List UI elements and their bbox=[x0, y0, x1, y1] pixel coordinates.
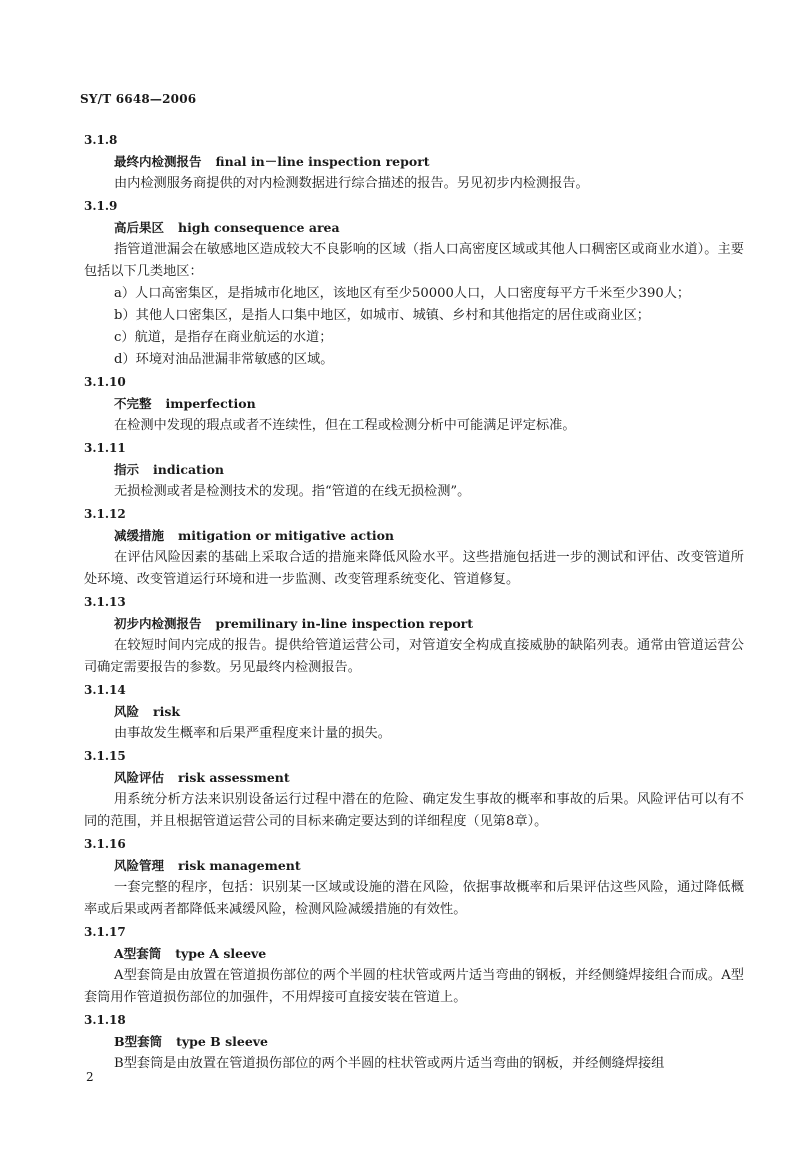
list-item: c）航道，是指存在商业航运的水道； bbox=[114, 330, 333, 345]
list-item: a）人口高密集区，是指城市化地区，该地区有至少50000人口，人口密度每平方千米至少390人； bbox=[114, 286, 691, 301]
term-chinese: 最终内检测报告 bbox=[114, 154, 202, 169]
term-chinese: 风险管理 bbox=[114, 858, 165, 873]
term-chinese: A型套筒 bbox=[114, 946, 162, 961]
definitions-section bbox=[84, 129, 744, 1075]
term-heading bbox=[114, 525, 744, 547]
term-chinese: 不完整 bbox=[114, 396, 152, 411]
term-english: premilinary in-line inspection report bbox=[215, 616, 474, 631]
term-chinese: 风险 bbox=[114, 704, 140, 719]
term-english: imperfection bbox=[165, 396, 256, 411]
clause-number: 3.1.17 bbox=[84, 925, 126, 939]
definition-text: 一套完整的程序，包括：识别某一区域或设施的潜在风险，依据事故概率和后果评估这些风险，通过降低概率或后果或两者都降低来减缓风险，检测风险减缓措施的有效性。 bbox=[84, 880, 744, 917]
definition-text: B型套筒是由放置在管道损伤部位的两个半圆的柱状管或两片适当弯曲的钢板，并经侧缝焊接组 bbox=[114, 1056, 665, 1071]
definition-entry bbox=[84, 503, 744, 591]
standard-code-header: SY/T 6648—2006 bbox=[80, 92, 197, 106]
clause-number: 3.1.14 bbox=[84, 683, 126, 697]
definition-entry bbox=[84, 195, 744, 371]
clause-number: 3.1.11 bbox=[84, 441, 126, 455]
definition-entry bbox=[84, 833, 744, 921]
clause-number: 3.1.13 bbox=[84, 595, 126, 609]
definition-entry bbox=[84, 371, 744, 437]
term-heading bbox=[114, 151, 744, 173]
term-chinese: 减缓措施 bbox=[114, 528, 165, 543]
definition-text: 由事故发生概率和后果严重程度来计量的损失。 bbox=[114, 726, 391, 741]
clause-number: 3.1.12 bbox=[84, 507, 126, 521]
term-heading bbox=[114, 701, 744, 723]
term-chinese: 风险评估 bbox=[114, 770, 165, 785]
definition-entry bbox=[84, 921, 744, 1009]
term-english: risk assessment bbox=[178, 770, 290, 785]
definition-text: 在评估风险因素的基础上采取合适的措施来降低风险水平。这些措施包括进一步的测试和评估、改变管道所处环境、改变管道运行环境和进一步监测、改变管理系统变化、管道修复。 bbox=[84, 550, 744, 587]
definition-entry bbox=[84, 1009, 744, 1075]
term-chinese: 指示 bbox=[114, 462, 140, 477]
definition-text: 无损检测或者是检测技术的发现。指“管道的在线无损检测”。 bbox=[114, 484, 471, 499]
term-heading bbox=[114, 613, 744, 635]
page-number: 2 bbox=[86, 1070, 94, 1084]
definition-entry bbox=[84, 437, 744, 503]
term-english: indication bbox=[153, 462, 224, 477]
term-english: risk bbox=[153, 704, 181, 719]
definition-text: 用系统分析方法来识别设备运行过程中潜在的危险、确定发生事故的概率和事故的后果。风险评估可以有不同的范围，并且根据管道运营公司的目标来确定要达到的详细程度（见第8章）。 bbox=[84, 792, 744, 829]
clause-number: 3.1.10 bbox=[84, 375, 126, 389]
definition-text: 指管道泄漏会在敏感地区造成较大不良影响的区域（指人口高密度区域或其他人口稠密区或商业水道）。主要包括以下几类地区： bbox=[84, 242, 744, 279]
term-heading bbox=[114, 1031, 744, 1053]
term-heading bbox=[114, 393, 744, 415]
term-english: risk management bbox=[178, 858, 301, 873]
term-heading bbox=[114, 767, 744, 789]
term-heading bbox=[114, 217, 744, 239]
clause-number: 3.1.18 bbox=[84, 1013, 126, 1027]
definition-text: 在较短时间内完成的报告。提供给管道运营公司，对管道安全构成直接威胁的缺陷列表。通常由管道运营公司确定需要报告的参数。另见最终内检测报告。 bbox=[84, 638, 744, 675]
term-english: mitigation or mitigative action bbox=[178, 528, 395, 543]
term-english: final in－line inspection report bbox=[215, 154, 430, 169]
definition-text: A型套筒是由放置在管道损伤部位的两个半圆的柱状管或两片适当弯曲的钢板，并经侧缝焊接组合而成。A型套筒用作管道损伤部位的加强件，不用焊接可直接安装在管道上。 bbox=[84, 968, 744, 1005]
term-english: type A sleeve bbox=[175, 946, 267, 961]
clause-number: 3.1.16 bbox=[84, 837, 126, 851]
definition-entry bbox=[84, 129, 744, 195]
term-chinese: 初步内检测报告 bbox=[114, 616, 202, 631]
term-heading bbox=[114, 459, 744, 481]
clause-number: 3.1.9 bbox=[84, 199, 118, 213]
term-chinese: 高后果区 bbox=[114, 220, 165, 235]
clause-number: 3.1.8 bbox=[84, 133, 118, 147]
term-heading bbox=[114, 855, 744, 877]
definition-entry bbox=[84, 591, 744, 679]
list-item: b）其他人口密集区，是指人口集中地区，如城市、城镇、乡村和其他指定的居住或商业区； bbox=[114, 308, 650, 323]
definition-text: 由内检测服务商提供的对内检测数据进行综合描述的报告。另见初步内检测报告。 bbox=[114, 176, 589, 191]
term-heading bbox=[114, 943, 744, 965]
term-chinese: B型套筒 bbox=[114, 1034, 163, 1049]
term-english: high consequence area bbox=[178, 220, 340, 235]
list-item: d）环境对油品泄漏非常敏感的区域。 bbox=[114, 352, 334, 367]
term-english: type B sleeve bbox=[176, 1034, 268, 1049]
definition-entry bbox=[84, 745, 744, 833]
definition-text: 在检测中发现的瑕点或者不连续性，但在工程或检测分析中可能满足评定标准。 bbox=[114, 418, 576, 433]
clause-number: 3.1.15 bbox=[84, 749, 126, 763]
definition-entry bbox=[84, 679, 744, 745]
